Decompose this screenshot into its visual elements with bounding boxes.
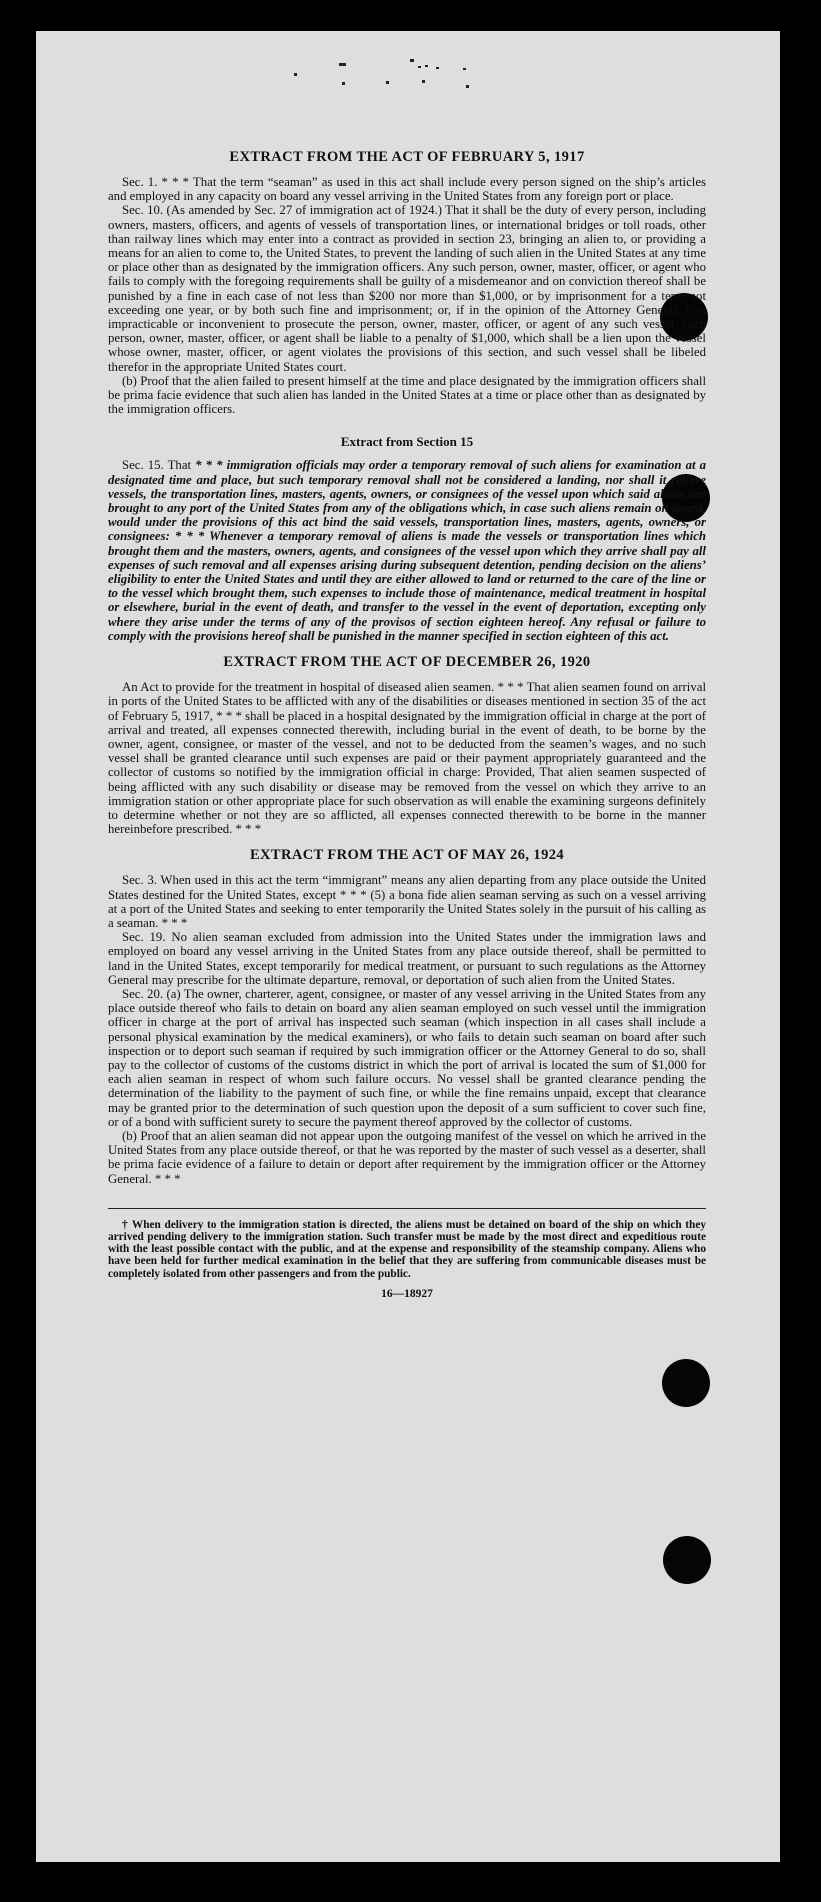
punch-hole bbox=[663, 1536, 711, 1584]
page-code: 16—18927 bbox=[381, 1287, 433, 1300]
sec-20a-paragraph: Sec. 20. (a) The owner, charterer, agent, consignee, or master of any vessel arriving in the United States from any place outside thereof who fails to detain on board any alien seaman employed on such vessel until the immigration officer in charge at the port of arrival has inspected such seaman (which inspection in all cases shall include a personal physical examination by the medical examiners), or who fails to detain such seaman on board after such inspection or to deport such seaman if required by such immigration officer or the Attorney General to do so, shall pay to the collector of customs of the customs district in which the port of arrival is located the sum of $1,000 for each alien seaman in respect of whom such failure occurs. No vessel shall be granted clearance pending the determination of the liability to the payment of such fine, or while the fine remains unpaid, except that clearance may be granted prior to the determination of such question upon the deposit of a sum sufficient to cover such fine, or of a bond with sufficient surety to secure the payment thereof approved by the collector of customs. bbox=[108, 986, 706, 1129]
punch-hole bbox=[662, 1359, 710, 1407]
sec-15-paragraph bbox=[108, 458, 706, 643]
sec-1-paragraph: Sec. 1. * * * That the term “seaman” as used in this act shall include every person signed on the ship’s articles and employed in any capacity on board any vessel arriving in the United States from any foreign port or place. bbox=[108, 175, 706, 204]
heading-act-1924: EXTRACT FROM THE ACT OF MAY 26, 1924 bbox=[249, 847, 565, 864]
sec-19-paragraph: Sec. 19. No alien seaman excluded from admission into the United States under the immigration laws and employed on board any vessel arriving in the United States from any place outside thereof, shall be permitted to land in the United States, except temporarily for medical treatment, or pursuant to such regulations as the Attorney General may prescribe for the ultimate departure, removal, or deportation of such alien from the United States. bbox=[108, 930, 706, 987]
sec-15-lead: Sec. 15. That bbox=[122, 458, 192, 473]
sec-10-paragraph: Sec. 10. (As amended by Sec. 27 of immigration act of 1924.) That it shall be the duty of every person, including owners, masters, officers, and agents of vessels of transportation lines, or international bridges or toll roads, other than railway lines which may enter into a contract as provided in section 23, bringing an alien to, or providing a means for an alien to come to, the United States, to prevent the landing of such alien in the United States at any time or place other than as designated by the immigration officers. Any such person, owner, master, officer, or agent who fails to comply with the foregoing requirements shall be guilty of a misdemeanor and on conviction thereof shall be punished by a fine in each case of not less than $200 nor more than $1,000, or by imprisonment for a term not exceeding one year, or by both such fine and imprisonment; or, if in the opinion of the Attorney General, it is impracticable or inconvenient to prosecute the person, owner, master, officer, or agent of any such vessel, such person, owner, master, officer, or agent shall be liable to a penalty of $1,000, which shall be a lien upon the vessel whose owner, master, officer, or agent violates the provisions of this section, and such vessel shall be libeled therefor in the appropriate United States court. bbox=[108, 203, 706, 374]
footnote-divider bbox=[108, 1208, 706, 1209]
document-text bbox=[108, 149, 706, 1300]
sec-15-body: * * * immigration officials may order a temporary removal of such aliens for examination at a designated time and place, but such temporary removal shall not be considered a landing, nor shall it relieve vessels, the transportation lines, masters, agents, owners, or consignees of the vessel upon which said aliens are brought to any port of the United States from any of the obligations which, in case such aliens remain on board, would under the provisions of this act bind the said vessels, transportation lines, masters, agents, owners, or consignees: * * * Whenever a temporary removal of aliens is made the vessels or transportation lines which brought them and the masters, owners, agents, and consignees of the vessel upon which they arrive shall pay all expenses of such removal and all expenses arising during subsequent detention, pending decision on the aliens’ eligibility to enter the United States and until they are either allowed to land or returned to the care of the line or to the vessel which brought them, such expenses to include those of maintenance, medical treatment in hospital or elsewhere, burial in the event of death, and transfer to the vessel in the event of deportation, excepting only where they arise under the terms of any of the provisos of section eighteen hereof. Any refusal or failure to comply with the provisions hereof shall be punished in the manner specified in section eighteen of this act. bbox=[108, 458, 707, 643]
sec-20b-paragraph: (b) Proof that an alien seaman did not appear upon the outgoing manifest of the vessel on which he arrived in the United States from any place outside thereof, or that he was reported by the master of such vessel as a deserter, shall be prima facie evidence of a failure to detain or deport after requirement by the immigration officer or the Attorney General. * * * bbox=[108, 1128, 706, 1186]
footnote-text: † When delivery to the immigration station is directed, the aliens must be detained on board of the ship on which they arrived pending delivery to the immigration station. Such transfer must be made by the most direct and expeditious route with the least possible contact with the public, and at the expense and responsibility of the steamship company. Aliens who have been held for further medical examination in the belief that they are suffering from communicable diseases must be completely isolated from other passengers and from the public. bbox=[108, 1218, 706, 1280]
sec-3-paragraph: Sec. 3. When used in this act the term “immigrant” means any alien departing from any place outside the United States destined for the United States, except * * * (5) a bona fide alien seaman serving as such on a vessel arriving at a port of the United States and seeking to enter temporarily the United States solely in the pursuit of his calling as a seaman. * * * bbox=[108, 873, 706, 930]
document-page bbox=[36, 31, 780, 1862]
heading-section-15: Extract from Section 15 bbox=[340, 434, 474, 450]
print-specks bbox=[36, 31, 780, 141]
act-1920-paragraph: An Act to provide for the treatment in hospital of diseased alien seamen. * * * That alien seamen found on arrival in ports of the United States to be afflicted with any of the disabilities or diseases mentioned in section 35 of the act of February 5, 1917, * * * shall be placed in a hospital designated by the immigration official in charge at the port of arrival and treated, all expenses connected therewith, including burial in the event of death, to be borne by the owner, agent, consignee, or master of the vessel, and not to be deducted from the seamen’s wages, and no such vessel shall be granted clearance until such expenses are paid or their payment appropriately guaranteed and the collector of customs so notified by the immigration official in charge: Provided, That alien seamen suspected of being afflicted with any such disability or disease may be removed from the vessel on which they arrive to an immigration station or other appropriate place for such observation as will enable the examining surgeons definitely to determine whether or not they are so afflicted, all expenses connected therewith to be borne in the manner hereinbefore prescribed. * * * bbox=[108, 680, 706, 837]
sec-10b-paragraph: (b) Proof that the alien failed to present himself at the time and place designated by the immigration officers shall be prima facie evidence that such alien has landed in the United States at a time or place other than as designated by the immigration officers. bbox=[108, 373, 706, 417]
heading-act-1920: EXTRACT FROM THE ACT OF DECEMBER 26, 1920 bbox=[223, 654, 591, 671]
heading-act-1917: EXTRACT FROM THE ACT OF FEBRUARY 5, 1917 bbox=[229, 149, 585, 165]
